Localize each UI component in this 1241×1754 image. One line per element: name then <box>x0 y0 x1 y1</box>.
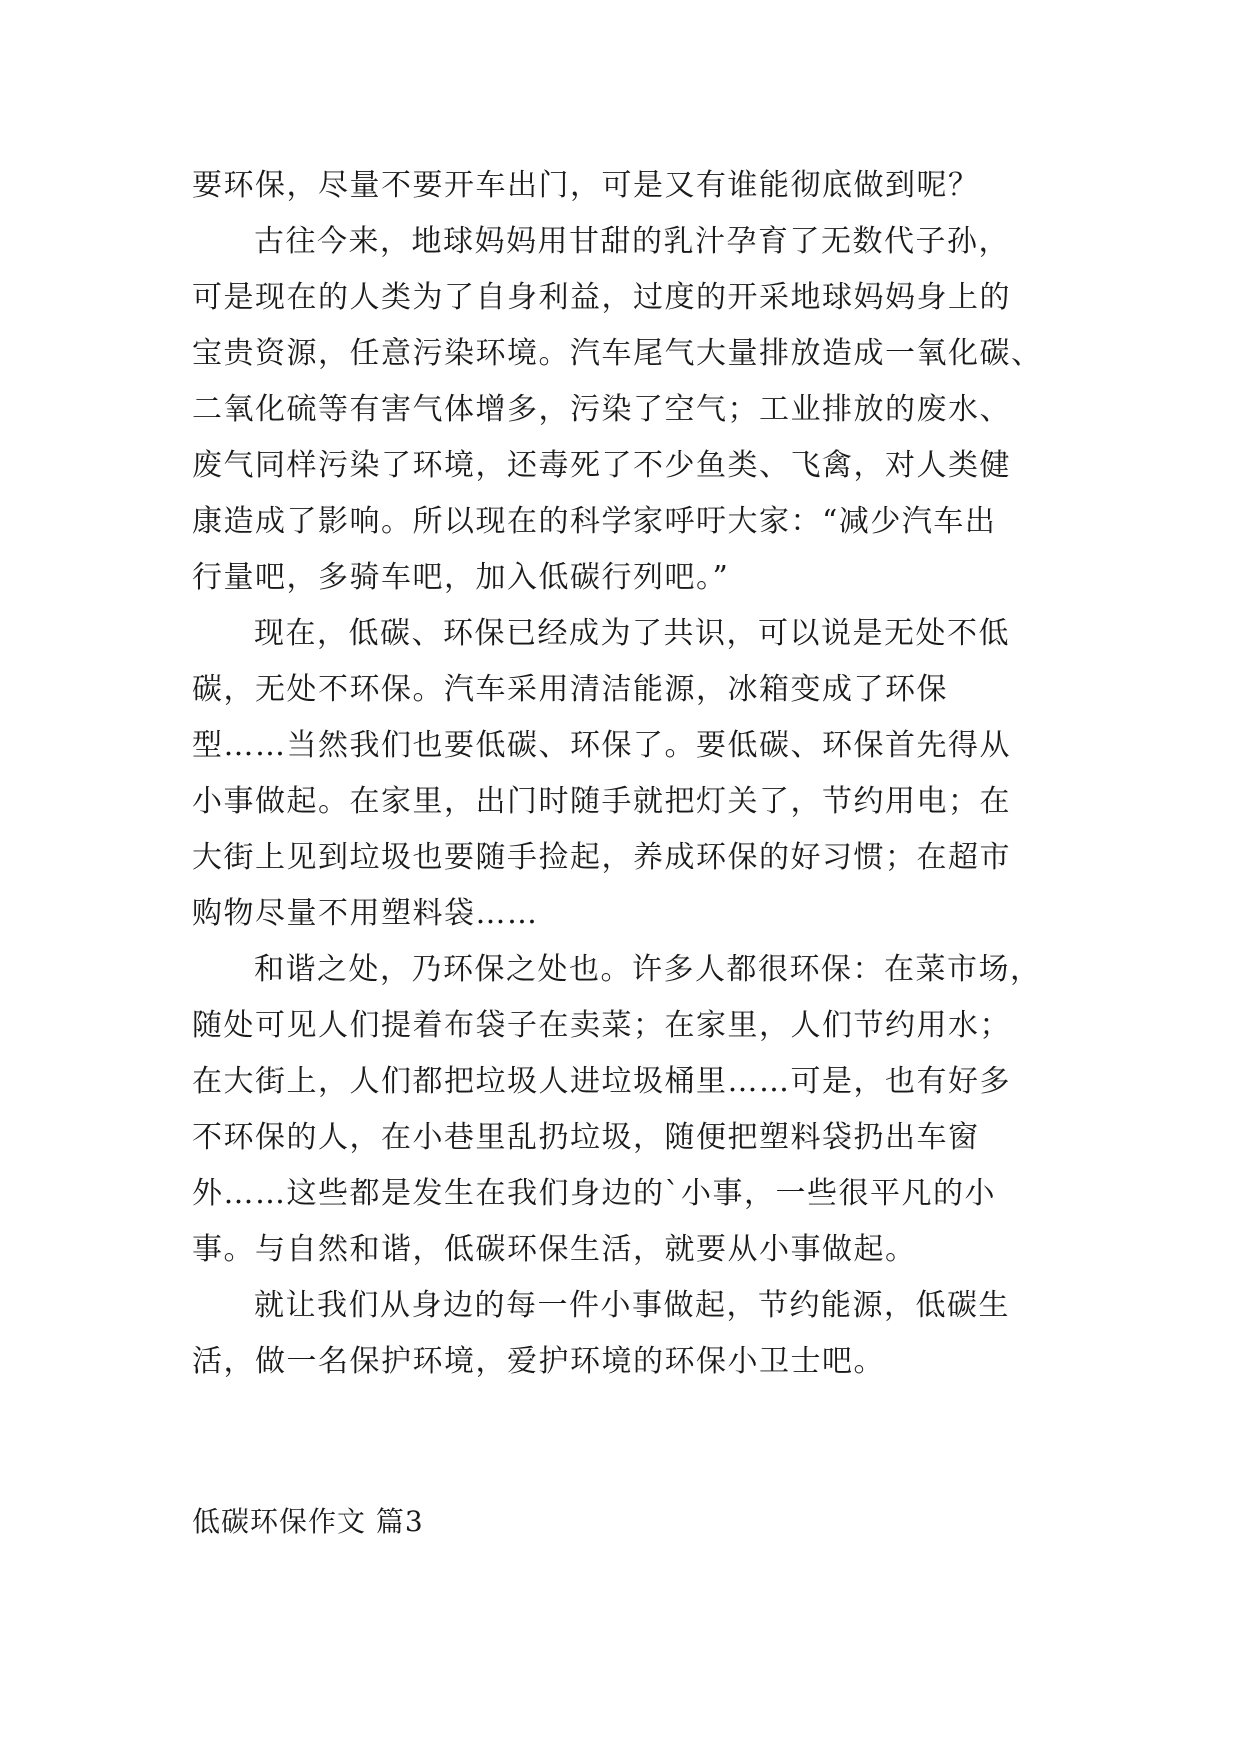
paragraph-line: 和谐之处，乃环保之处也。许多人都很环保：在菜市场， <box>254 952 1042 987</box>
paragraph-line: 小事做起。在家里，出门时随手就把灯关了，节约用电；在 <box>192 784 1011 819</box>
paragraph-line: 事。与自然和谐，低碳环保生活，就要从小事做起。 <box>192 1232 917 1267</box>
paragraph-line: 购物尽量不用塑料袋…… <box>192 896 539 931</box>
section-heading: 低碳环保作文 篇3 <box>192 1505 424 1538</box>
paragraph-line: 可是现在的人类为了自身利益，过度的开采地球妈妈身上的 <box>192 280 1011 315</box>
paragraph-line: 型……当然我们也要低碳、环保了。要低碳、环保首先得从 <box>192 728 1011 763</box>
paragraph-line: 就让我们从身边的每一件小事做起，节约能源，低碳生 <box>254 1288 1010 1323</box>
paragraph-line: 康造成了影响。所以现在的科学家呼吁大家：“减少汽车出 <box>192 504 997 539</box>
paragraph-line: 二氧化硫等有害气体增多，污染了空气；工业排放的废水、 <box>192 392 1011 427</box>
paragraph-line: 碳，无处不环保。汽车采用清洁能源，冰箱变成了环保 <box>192 672 948 707</box>
paragraph-line: 废气同样污染了环境，还毒死了不少鱼类、飞禽，对人类健 <box>192 448 1011 483</box>
paragraph-line: 现在，低碳、环保已经成为了共识，可以说是无处不低 <box>254 616 1010 651</box>
paragraph-line: 宝贵资源，任意污染环境。汽车尾气大量排放造成一氧化碳、 <box>192 336 1043 371</box>
paragraph-line: 行量吧，多骑车吧，加入低碳行列吧。” <box>192 560 730 595</box>
paragraph-line: 在大街上，人们都把垃圾人进垃圾桶里……可是，也有好多 <box>192 1064 1011 1099</box>
paragraph-line: 古往今来，地球妈妈用甘甜的乳汁孕育了无数代子孙， <box>254 224 1010 259</box>
paragraph-line: 不环保的人，在小巷里乱扔垃圾，随便把塑料袋扔出车窗 <box>192 1120 980 1155</box>
paragraph-line: 活，做一名保护环境，爱护环境的环保小卫士吧。 <box>192 1344 885 1379</box>
paragraph-line: 随处可见人们提着布袋子在卖菜；在家里，人们节约用水； <box>192 1008 1011 1043</box>
paragraph-line: 大街上见到垃圾也要随手捡起，养成环保的好习惯；在超市 <box>192 840 1011 875</box>
paragraph-line: 外……这些都是发生在我们身边的`小事，一些很平凡的小 <box>192 1176 996 1211</box>
paragraph-line: 要环保，尽量不要开车出门，可是又有谁能彻底做到呢？ <box>192 168 980 203</box>
